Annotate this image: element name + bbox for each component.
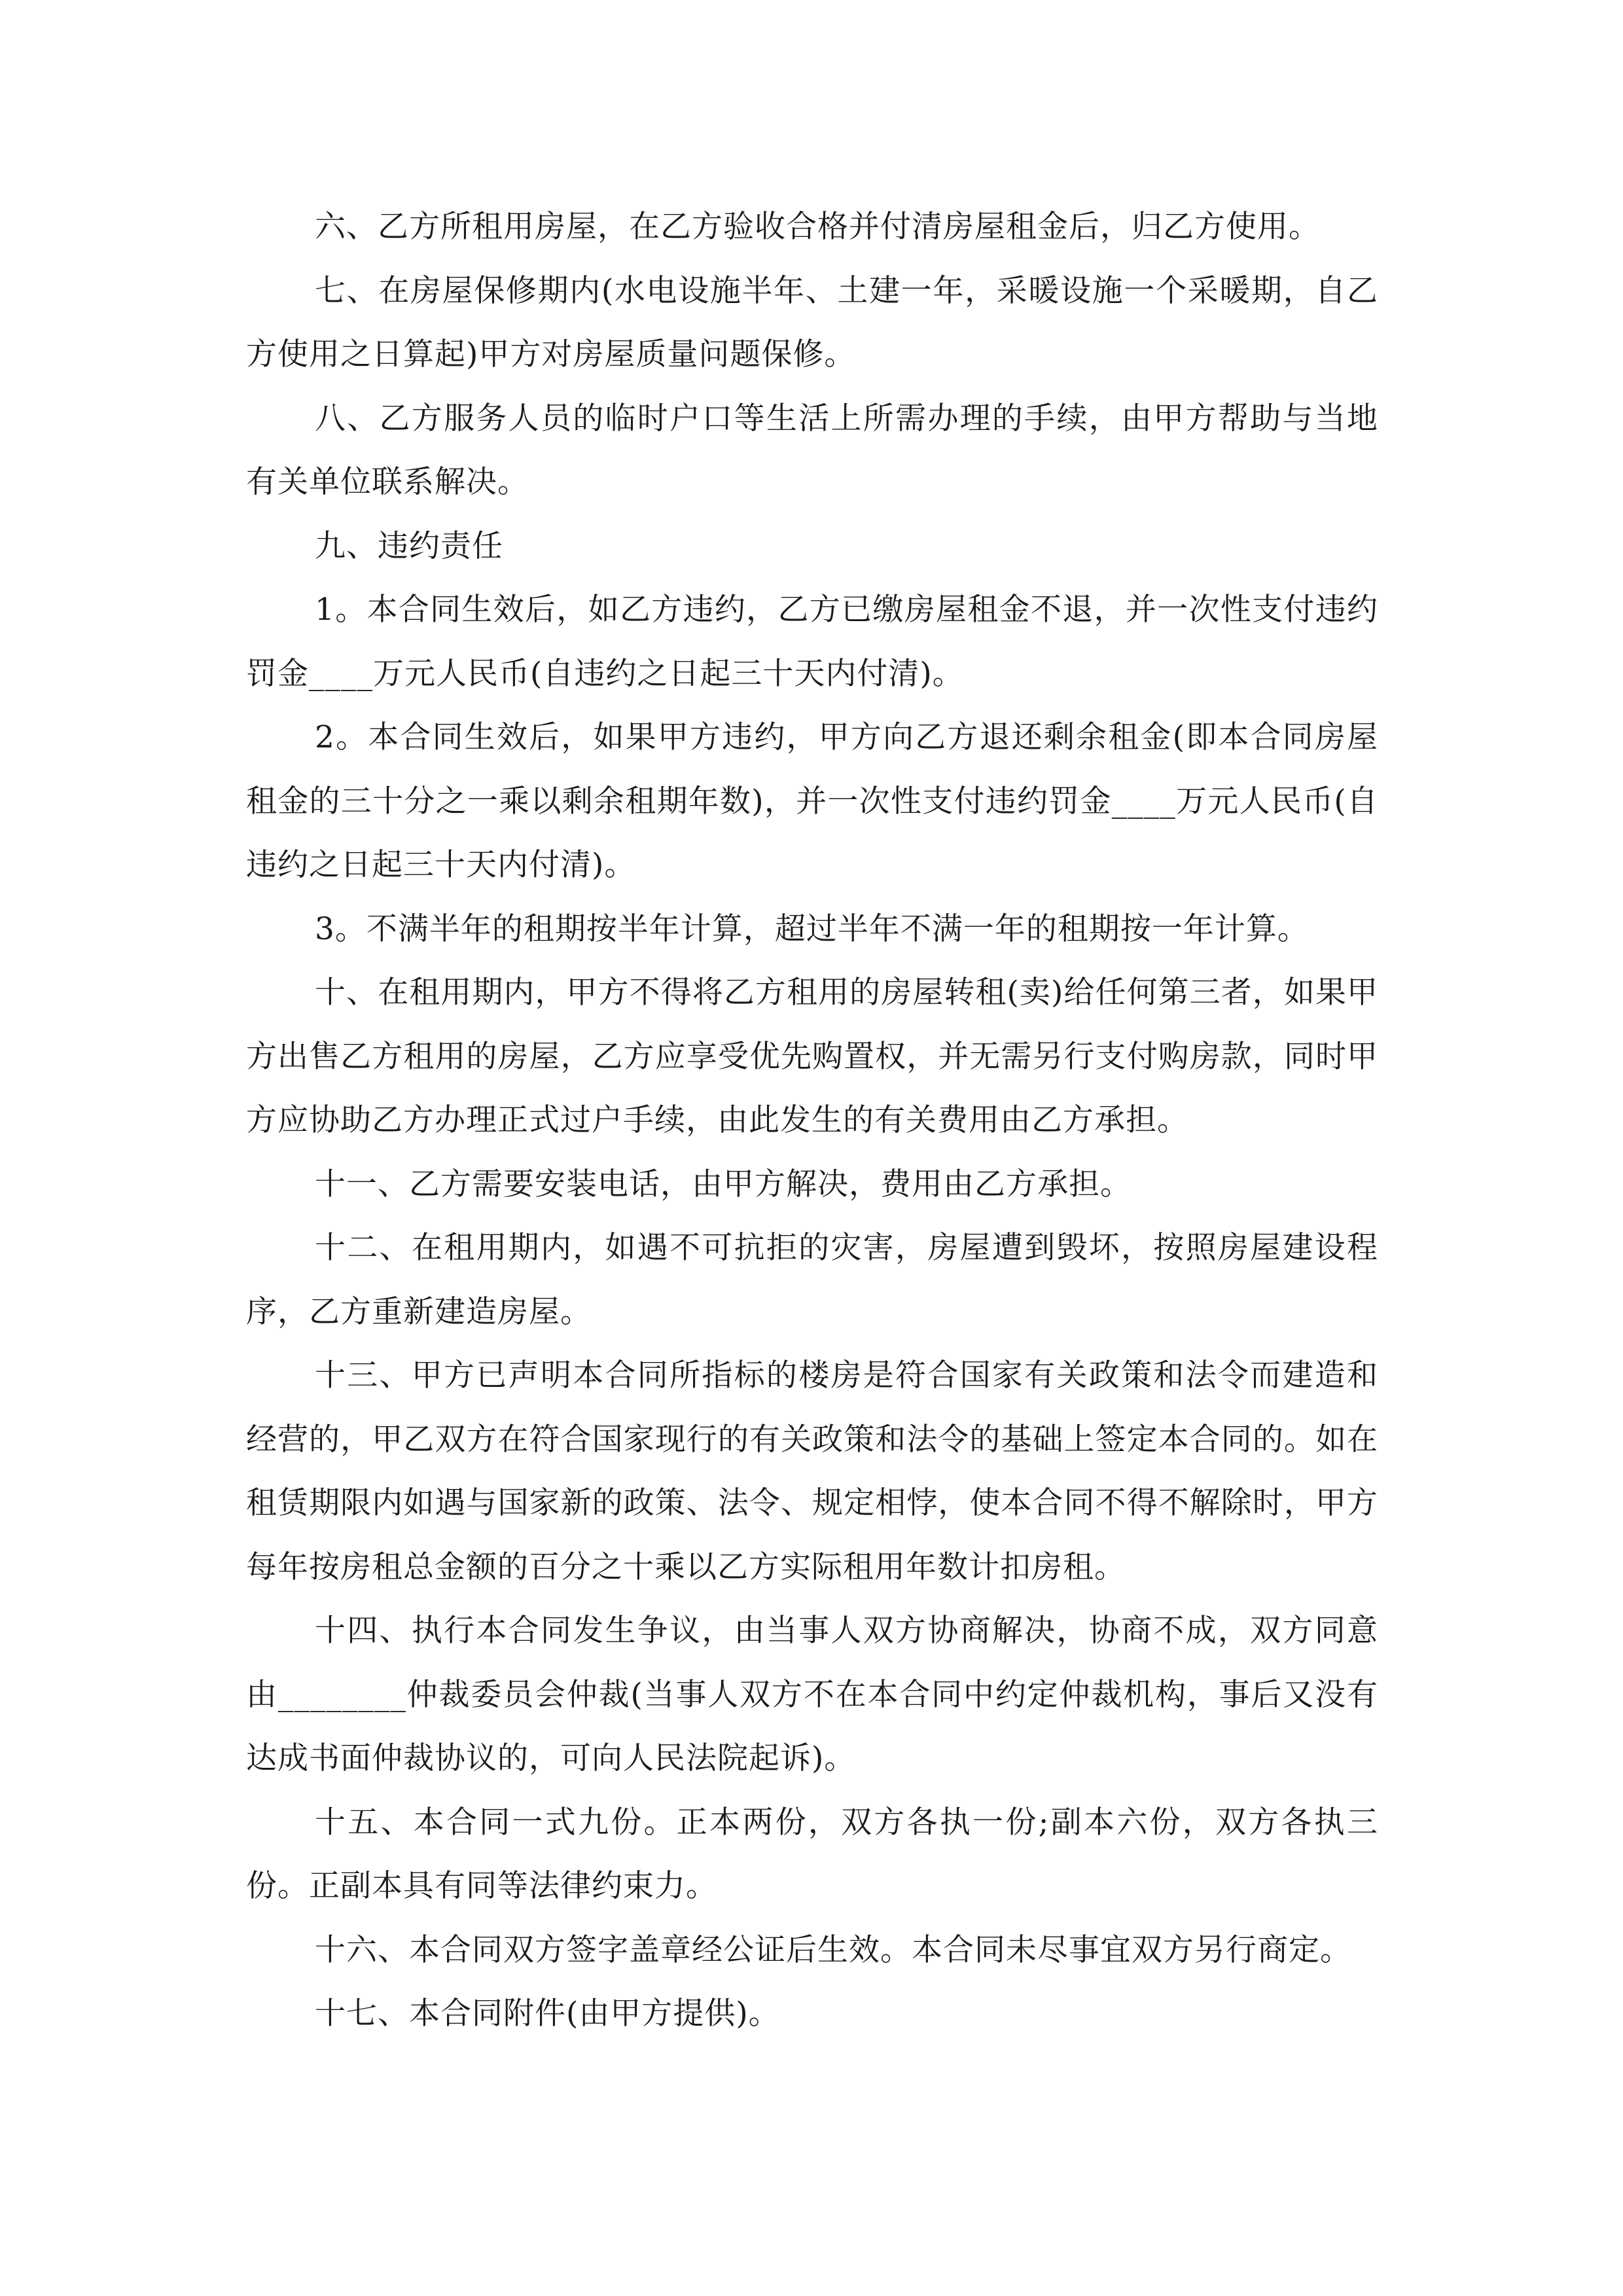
clause-9-heading: 九、违约责任 bbox=[315, 528, 503, 564]
clause-10: 十、在租用期内，甲方不得将乙方租用的房屋转租(卖)给任何第三者，如果甲方出售乙方租用的房屋，乙方应享受优先购置权，并无需另行支付购房款，同时甲方应协助乙方办理正式过户手续，由此发生的有关费用由乙方承担。 bbox=[246, 975, 1378, 1138]
clause-12: 十二、在租用期内，如遇不可抗拒的灾害，房屋遭到毁坏，按照房屋建设程序，乙方重新建造房屋。 bbox=[246, 1230, 1378, 1330]
clause-11: 十一、乙方需要安装电话，由甲方解决，费用由乙方承担。 bbox=[315, 1166, 1132, 1202]
contract-body bbox=[246, 195, 1378, 2046]
clause-17: 十七、本合同附件(由甲方提供)。 bbox=[315, 1996, 780, 2032]
clause-15: 十五、本合同一式九份。正本两份，双方各执一份;副本六份，双方各执三份。正副本具有同等法律约束力。 bbox=[246, 1804, 1378, 1904]
clause-9-item-1: 1。本合同生效后，如乙方违约，乙方已缴房屋租金不退，并一次性支付违约罚金____万元人民币(自违约之日起三十天内付清)。 bbox=[246, 592, 1378, 692]
clause-9-item-2: 2。本合同生效后，如果甲方违约，甲方向乙方退还剩余租金(即本合同房屋租金的三十分之一乘以剩余租期年数)，并一次性支付违约罚金____万元人民币(自违约之日起三十天内付清)。 bbox=[246, 719, 1378, 883]
clause-14: 十四、执行本合同发生争议，由当事人双方协商解决，协商不成，双方同意由________仲裁委员会仲裁(当事人双方不在本合同中约定仲裁机构，事后又没有达成书面仲裁协议的，可向人民法院起诉)。 bbox=[246, 1613, 1378, 1776]
clause-9-item-3: 3。不满半年的租期按半年计算，超过半年不满一年的租期按一年计算。 bbox=[315, 910, 1309, 947]
clause-13: 十三、甲方已声明本合同所指标的楼房是符合国家有关政策和法令而建造和经营的，甲乙双方在符合国家现行的有关政策和法令的基础上签定本合同的。如在租赁期限内如遇与国家新的政策、法令、规定相悖，使本合同不得不解除时，甲方每年按房租总金额的百分之十乘以乙方实际租用年数计扣房租。 bbox=[246, 1357, 1378, 1585]
clause-8: 八、乙方服务人员的临时户口等生活上所需办理的手续，由甲方帮助与当地有关单位联系解决。 bbox=[246, 400, 1378, 500]
clause-16: 十六、本合同双方签字盖章经公证后生效。本合同未尽事宜双方另行商定。 bbox=[315, 1931, 1351, 1968]
clause-7: 七、在房屋保修期内(水电设施半年、土建一年，采暖设施一个采暖期，自乙方使用之日算起)甲方对房屋质量问题保修。 bbox=[246, 272, 1378, 372]
clause-6: 六、乙方所租用房屋，在乙方验收合格并付清房屋租金后，归乙方使用。 bbox=[315, 209, 1320, 245]
